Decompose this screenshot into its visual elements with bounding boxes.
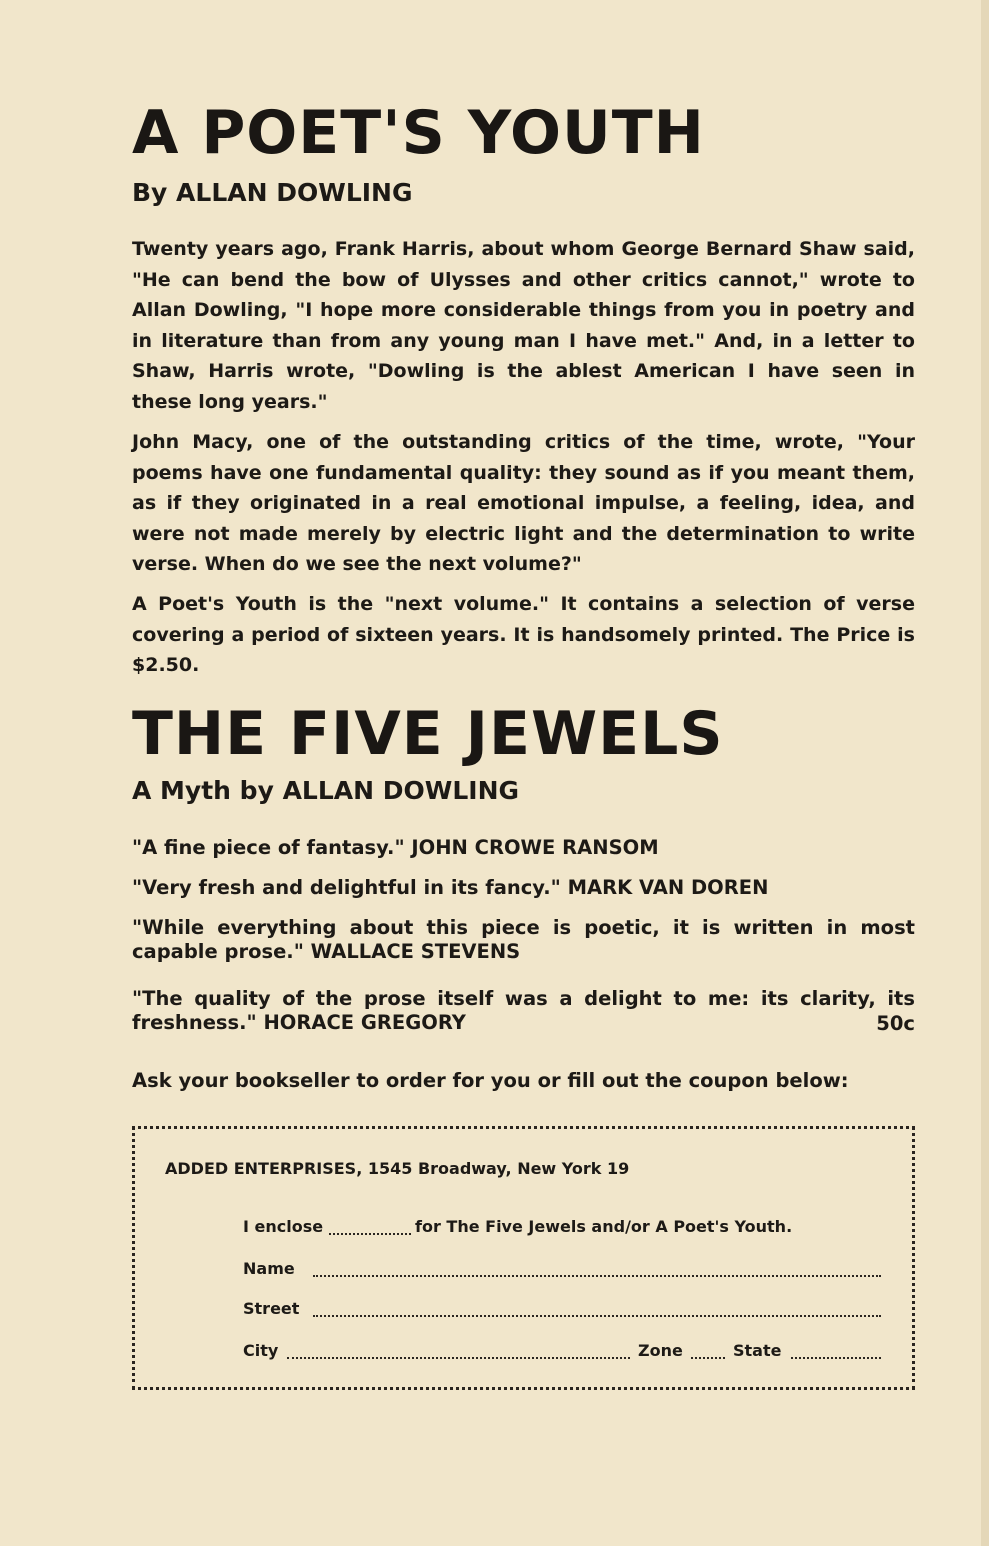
book2-title: THE FIVE JEWELS — [132, 699, 724, 769]
book1-paragraph-2: John Macy, one of the outstanding critics of the time, wrote, "Your poems have one fundamental quality: they sound as if you meant them, as if they originated in a real emotional impulse, a feeling, idea, and were not made merely by electric light and the determination to write verse. When do we see the next volume?" — [132, 431, 915, 575]
name-label: Name — [243, 1259, 295, 1278]
enclose-suffix: for The Five Jewels and/or A Poet's Youth. — [415, 1217, 793, 1236]
city-label: City — [243, 1341, 279, 1360]
book1-paragraph-3: A Poet's Youth is the "next volume." It contains a selection of verse covering a period of sixteen years. It is handsomely printed. The Price is $2.50. — [132, 593, 915, 676]
enclose-amount-field[interactable] — [329, 1233, 411, 1235]
book2-quote-2: "Very fresh and delightful in its fancy." MARK VAN DOREN — [132, 876, 769, 899]
order-instruction: Ask your bookseller to order for you or fill out the coupon below: — [132, 1069, 849, 1092]
order-coupon — [132, 1126, 915, 1390]
enclose-label: I enclose — [243, 1217, 324, 1236]
book1-paragraph-1: Twenty years ago, Frank Harris, about whom George Bernard Shaw said, "He can bend the bow of Ulysses and other critics cannot," wrote to Allan Dowling, "I hope more considerable things from you in poetry and in literature than from any young man I have met." And, in a letter to Shaw, Harris wrote, "Dowling is the ablest American I have seen in these long years." — [132, 238, 915, 413]
coupon-address: ADDED ENTERPRISES, 1545 Broadway, New York 19 — [165, 1159, 630, 1178]
book1-byline: By ALLAN DOWLING — [132, 178, 413, 207]
street-field[interactable] — [313, 1315, 881, 1317]
book2-quote-3: "While everything about this piece is poetic, it is written in most capable prose." WALLACE STEVENS — [132, 916, 915, 963]
book2-quote-4: "The quality of the prose itself was a delight to me: its clarity, its freshness." HORACE GREGORY — [132, 987, 915, 1034]
zone-label: Zone — [638, 1341, 683, 1360]
book2-price: 50c — [876, 1012, 915, 1035]
book2-quote-1: "A fine piece of fantasy." JOHN CROWE RANSOM — [132, 836, 659, 859]
page-edge — [981, 0, 989, 1546]
street-label: Street — [243, 1299, 300, 1318]
state-field[interactable] — [791, 1357, 881, 1359]
city-field[interactable] — [287, 1357, 630, 1359]
name-field[interactable] — [313, 1275, 881, 1277]
book2-byline: A Myth by ALLAN DOWLING — [132, 776, 520, 805]
zone-field[interactable] — [691, 1357, 725, 1359]
book1-title: A POET'S YOUTH — [132, 98, 705, 168]
state-label: State — [733, 1341, 782, 1360]
